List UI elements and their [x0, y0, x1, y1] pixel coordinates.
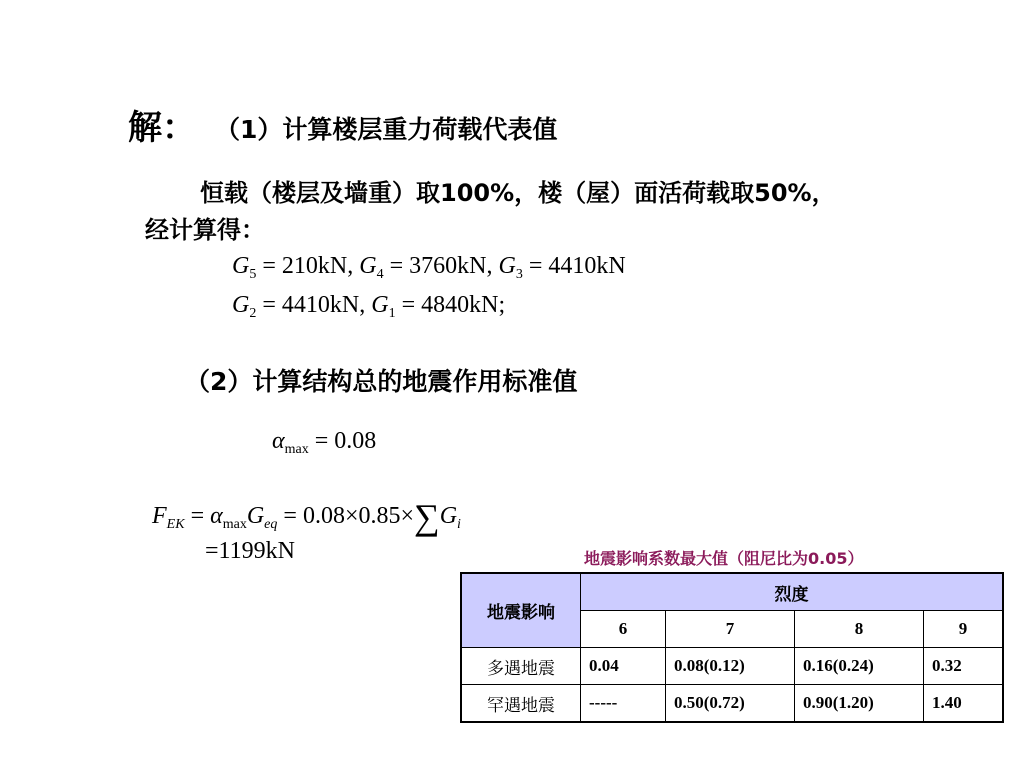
fek-result-value: 1199kN [218, 538, 295, 564]
fek-result: =1199kN [205, 538, 295, 564]
table-row [461, 648, 1003, 685]
alpha-max-value: 0.08 [334, 428, 377, 454]
table-cell: 0.16(0.24) [795, 648, 924, 685]
step1-title: （1）计算楼层重力荷载代表值 [215, 115, 558, 144]
step1-text-line1: 恒载（楼层及墙重）取100%，楼（屋）面活荷载取50%， [200, 179, 836, 207]
gravity-load-equation-1: $G_5 = 210kN$, $G_4 = 3760kN$, $G_3 = 4410kN$ [232, 253, 626, 282]
row-label: 罕遇地震 [461, 685, 581, 723]
solution-label: 解： [128, 108, 196, 148]
g4-value: 3760kN [409, 253, 487, 279]
step1-text-line2: 经计算得： [145, 216, 265, 244]
sum-symbol: ∑ [414, 497, 440, 537]
table-cell: 0.50(0.72) [666, 685, 795, 723]
step2-title: （2）计算结构总的地震作用标准值 [185, 367, 578, 396]
row-label: 多遇地震 [461, 648, 581, 685]
table-cell: ----- [581, 685, 666, 723]
g2-value: 4410kN [281, 292, 360, 318]
g1-value: 4840kN [421, 292, 499, 318]
intensity-7: 7 [666, 611, 795, 648]
fek-coef-2: 0.85 [358, 503, 401, 529]
fek-coef-1: 0.08 [302, 503, 345, 529]
fek-equation: $F_{EK} = \alpha_{max}G_{eq} = 0.08\times 0.85\times\sum G_i$ [152, 497, 461, 537]
table-cell: 1.40 [924, 685, 1004, 723]
table-corner-header: 地震影响 [461, 573, 581, 648]
table-cell: 0.08(0.12) [666, 648, 795, 685]
g3-value: 4410kN [548, 253, 626, 279]
table-row [461, 685, 1003, 723]
table-cell: 0.90(1.20) [795, 685, 924, 723]
table-group-header: 烈度 [581, 573, 1004, 611]
intensity-8: 8 [795, 611, 924, 648]
table-caption: 地震影响系数最大值（阻尼比为0.05） [584, 549, 864, 568]
intensity-9: 9 [924, 611, 1004, 648]
table-cell: 0.04 [581, 648, 666, 685]
table-cell: 0.32 [924, 648, 1004, 685]
seismic-coefficient-table [460, 572, 1004, 723]
alpha-max-equation: $\alpha_{max} = 0.08$ [272, 428, 377, 457]
gravity-load-equation-2: $G_2 = 4410kN$, $G_1 = 4840kN$; [232, 292, 506, 321]
g5-value: 210kN [281, 253, 348, 279]
intensity-6: 6 [581, 611, 666, 648]
